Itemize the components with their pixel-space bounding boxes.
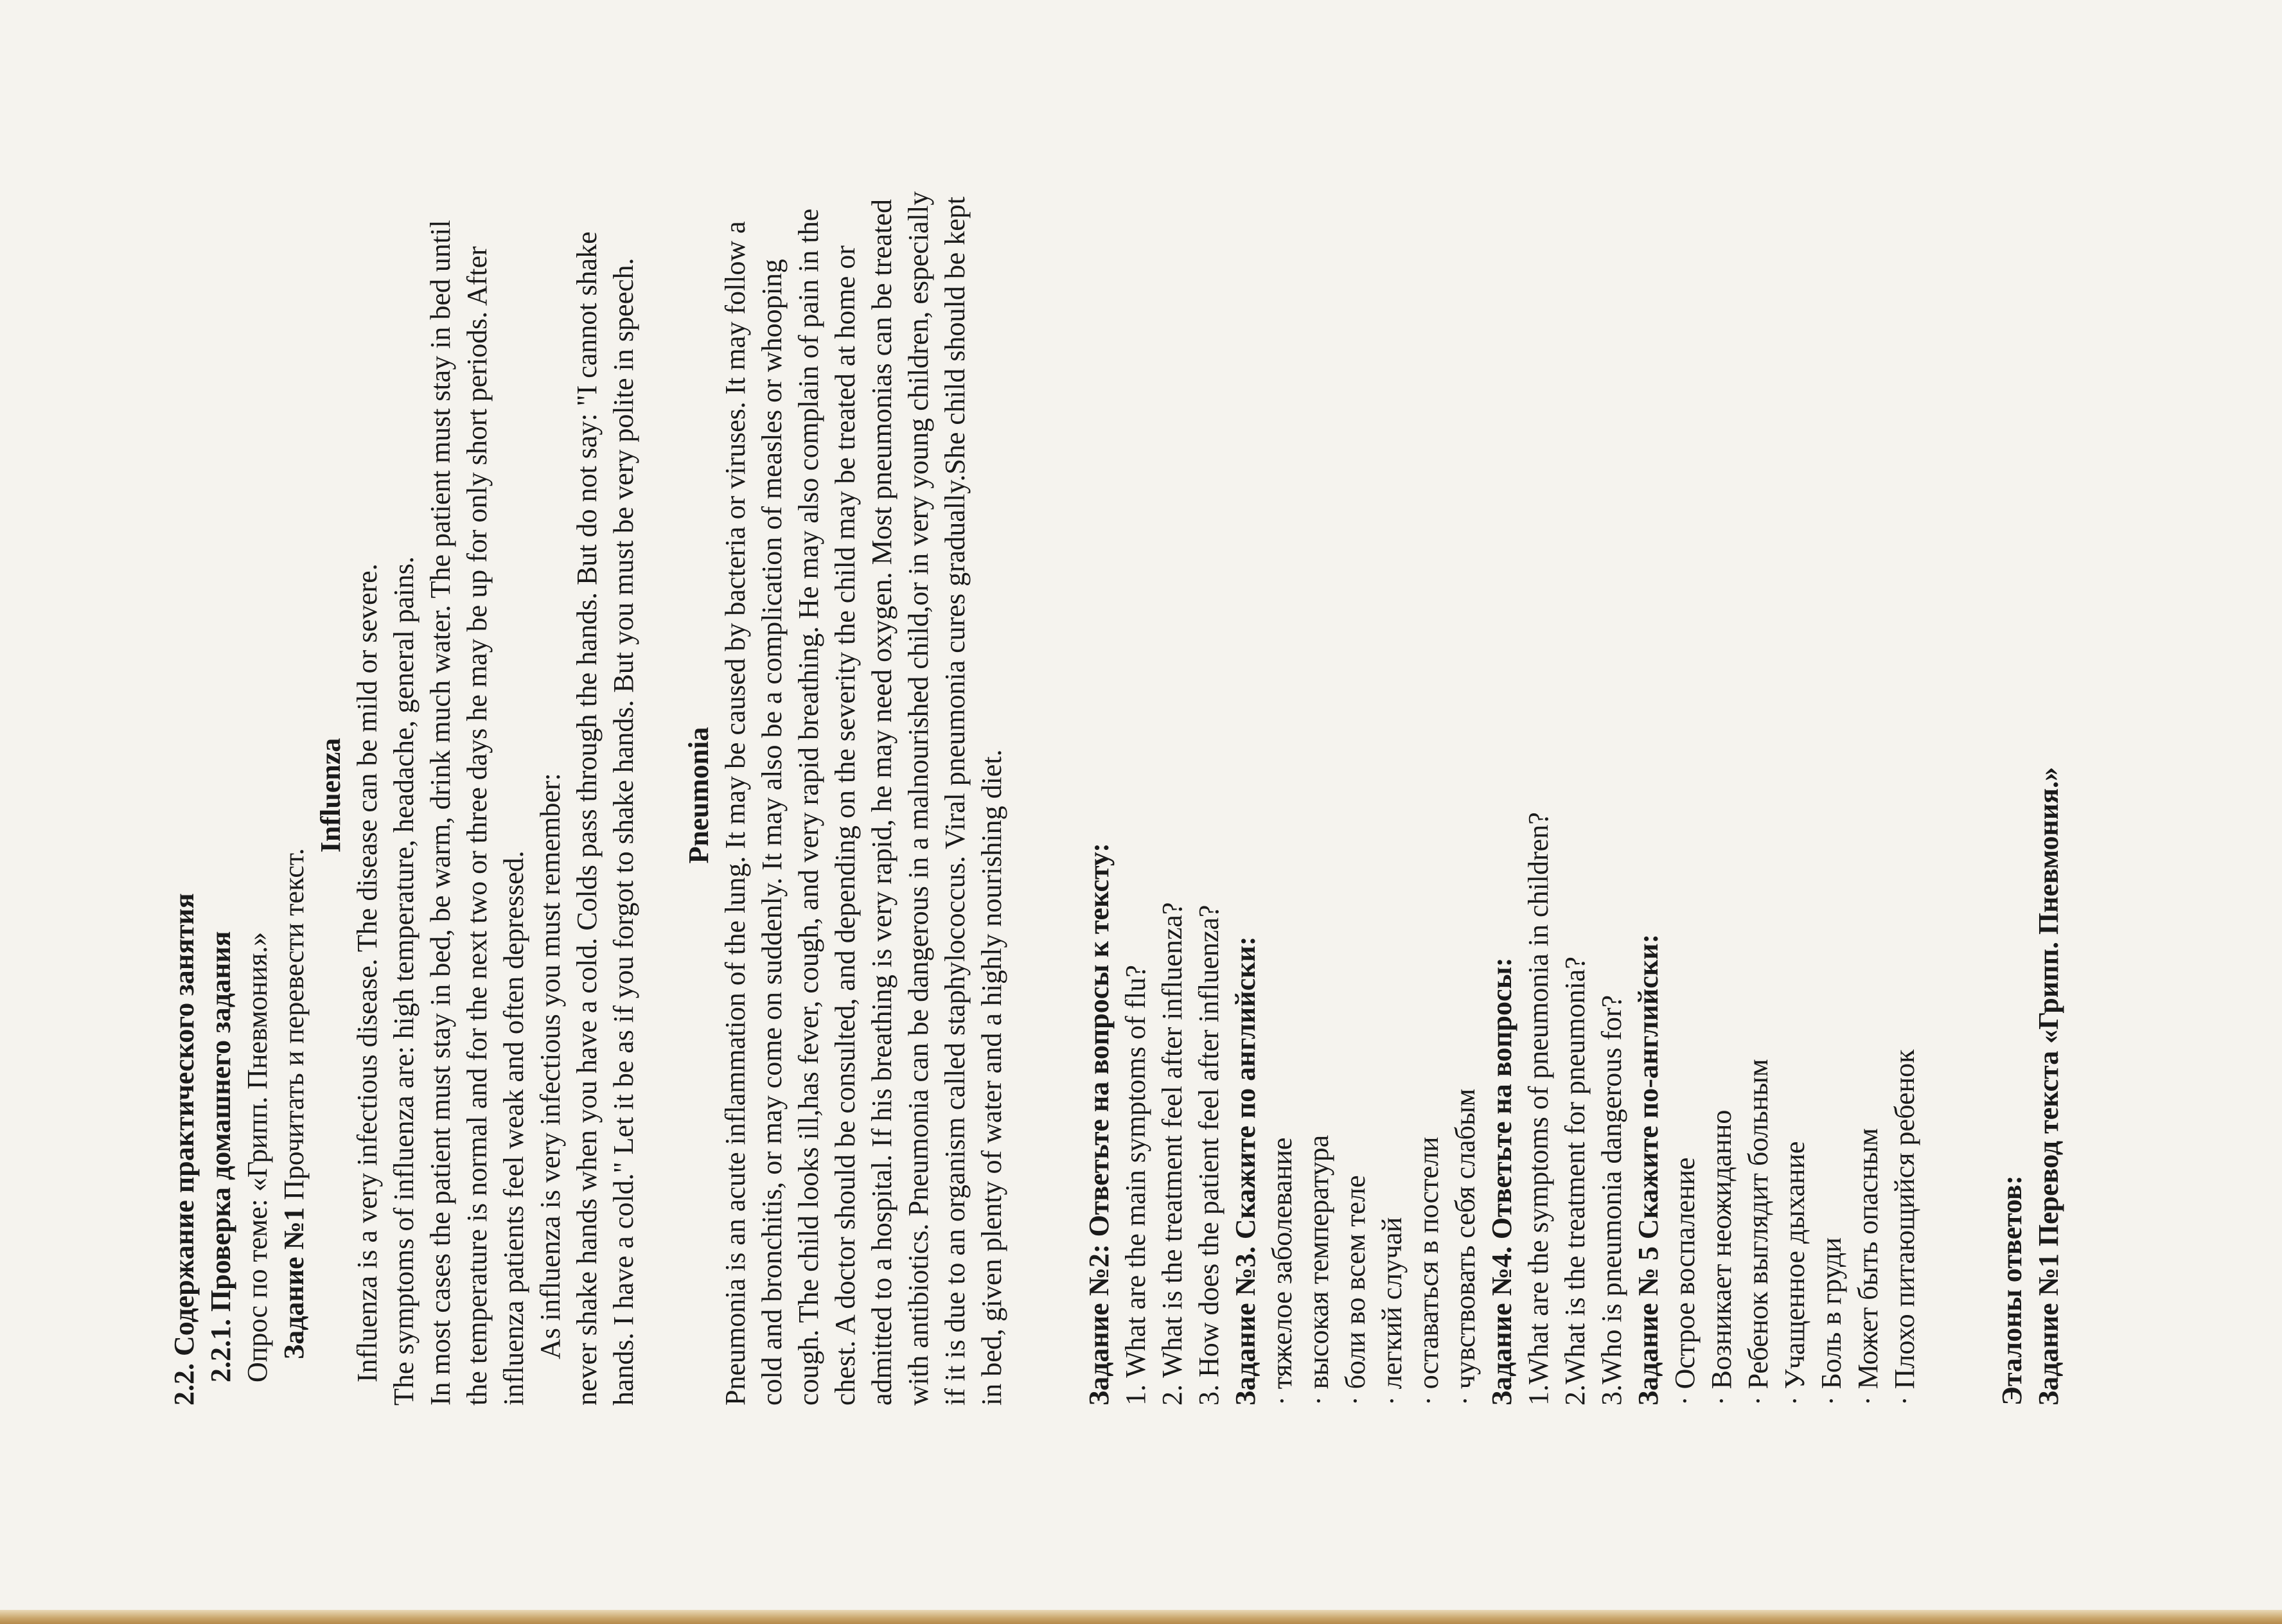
task5-item-2: · Возникает неожиданно	[1706, 1109, 1737, 1406]
task5-item-7: · Плохо питающийся ребенок	[1889, 1049, 1920, 1406]
document-content	[166, 185, 2067, 1406]
task4-title: Задание №4. Ответьте на вопросы:	[1486, 957, 1517, 1406]
pneumonia-paragraph: Pneumonia is an acute inflammation of the lung. It may be caused by bacteria or viruses. It may follow a cold and bronchitis, or may come on suddenly. It may also be a complication of measles or whooping cough. The child looks ill,has fever, cough, and very rapid breathing. He may also complain of pain in the chest. A doctor should be consulted, and depending on the severity the child may be treated at home or admitted to a hospital. If his breathing is very rapid, he may need oxygen. Most pneumonias can be treated with antibiotics. Pneumonia can be dangerous in a malnourished child,or in very young children, especially if it is due to an organism called staphylococcus. Viral pneumonia cures gradually.She child should be kept in bed, given plenty of water and a highly nourishing diet.	[720, 191, 1007, 1406]
task2-question-1: 1. What are the main symptoms of flu?	[1120, 965, 1151, 1406]
task2-title: Задание №2: Ответьте на вопросы к тексту:	[1083, 843, 1115, 1406]
section-title: 2.2. Содержание практического занятия	[168, 893, 200, 1406]
pneumonia-heading: Pneumonia	[683, 727, 714, 864]
task5-item-4: · Учащенное дыхание	[1779, 1141, 1810, 1406]
task3-item-6: · чувствовать себя слабым	[1449, 1088, 1481, 1406]
task4-question-2: 2.What is the treatment for pneumonia?	[1559, 957, 1591, 1406]
task5-item-3: · Ребенок выглядит больным	[1742, 1059, 1774, 1406]
task3-item-2: · высокая температура	[1303, 1134, 1334, 1406]
influenza-paragraph-4: As influenza is very infectious you must remember:	[535, 773, 566, 1359]
task3-item-4: · легкий случай	[1376, 1217, 1408, 1406]
task4-question-3: 3.Who is pneumonia dangerous for?	[1596, 994, 1627, 1406]
task3-item-1: · тяжелое заболевание	[1266, 1137, 1298, 1406]
task3-item-3: · боли во всем теле	[1340, 1175, 1371, 1406]
subsection-title: 2.2.1. Проверка домашнего задания	[205, 931, 236, 1382]
answers-title: Эталоны ответов:	[1996, 1175, 2028, 1406]
task1-line	[276, 185, 312, 1406]
influenza-paragraph-3: In most cases the patient must stay in bed, be warm, drink much water. The patient must stay in bed until the temperature is normal and for the next two or three days he may be up for only short periods. After influenza patients feel weak and often depressed.	[425, 220, 529, 1406]
task5-title: Задание № 5 Скажите по-английски:	[1632, 933, 1664, 1406]
influenza-paragraph-2: The symptoms of influenza are: high temperature, headache, general pains.	[388, 556, 420, 1406]
influenza-heading: Influenza	[315, 737, 346, 853]
task2-question-3: 3. How does the patient feel after influenza?	[1193, 905, 1225, 1406]
survey-line: Опрос по теме: «Грипп. Пневмония.»	[242, 931, 273, 1382]
task3-item-5: · оставаться в постели	[1413, 1136, 1444, 1406]
influenza-paragraph-1: Influenza is a very infectious disease. The disease can be mild or severe.	[351, 563, 383, 1382]
task5-item-6: · Может быть опасным	[1852, 1128, 1884, 1406]
task5-item-1: · Острое воспаление	[1669, 1157, 1701, 1406]
task1-text: Прочитать и перевести текст.	[278, 848, 310, 1208]
task5-item-5: · Боль в груди	[1816, 1237, 1847, 1406]
answers-task1: Задание №1 Перевод текста «Грипп. Пневмония.»	[2033, 767, 2064, 1406]
task4-question-1: 1.What are the symptoms of pneumonia in children?	[1523, 812, 1554, 1406]
task3-title: Задание №3. Скажите по английски:	[1230, 936, 1261, 1406]
influenza-paragraph-5: never shake hands when you have a cold. Colds pass through the hands. But do not say: "I cannot shake hands. I have a cold." Let it be as if you forgot to shake hands. But you must be very polite in speech.	[571, 231, 639, 1406]
task2-question-2: 2. What is the treatment feel after influenza?	[1156, 902, 1188, 1406]
task1-label: Задание №1	[278, 1207, 310, 1359]
